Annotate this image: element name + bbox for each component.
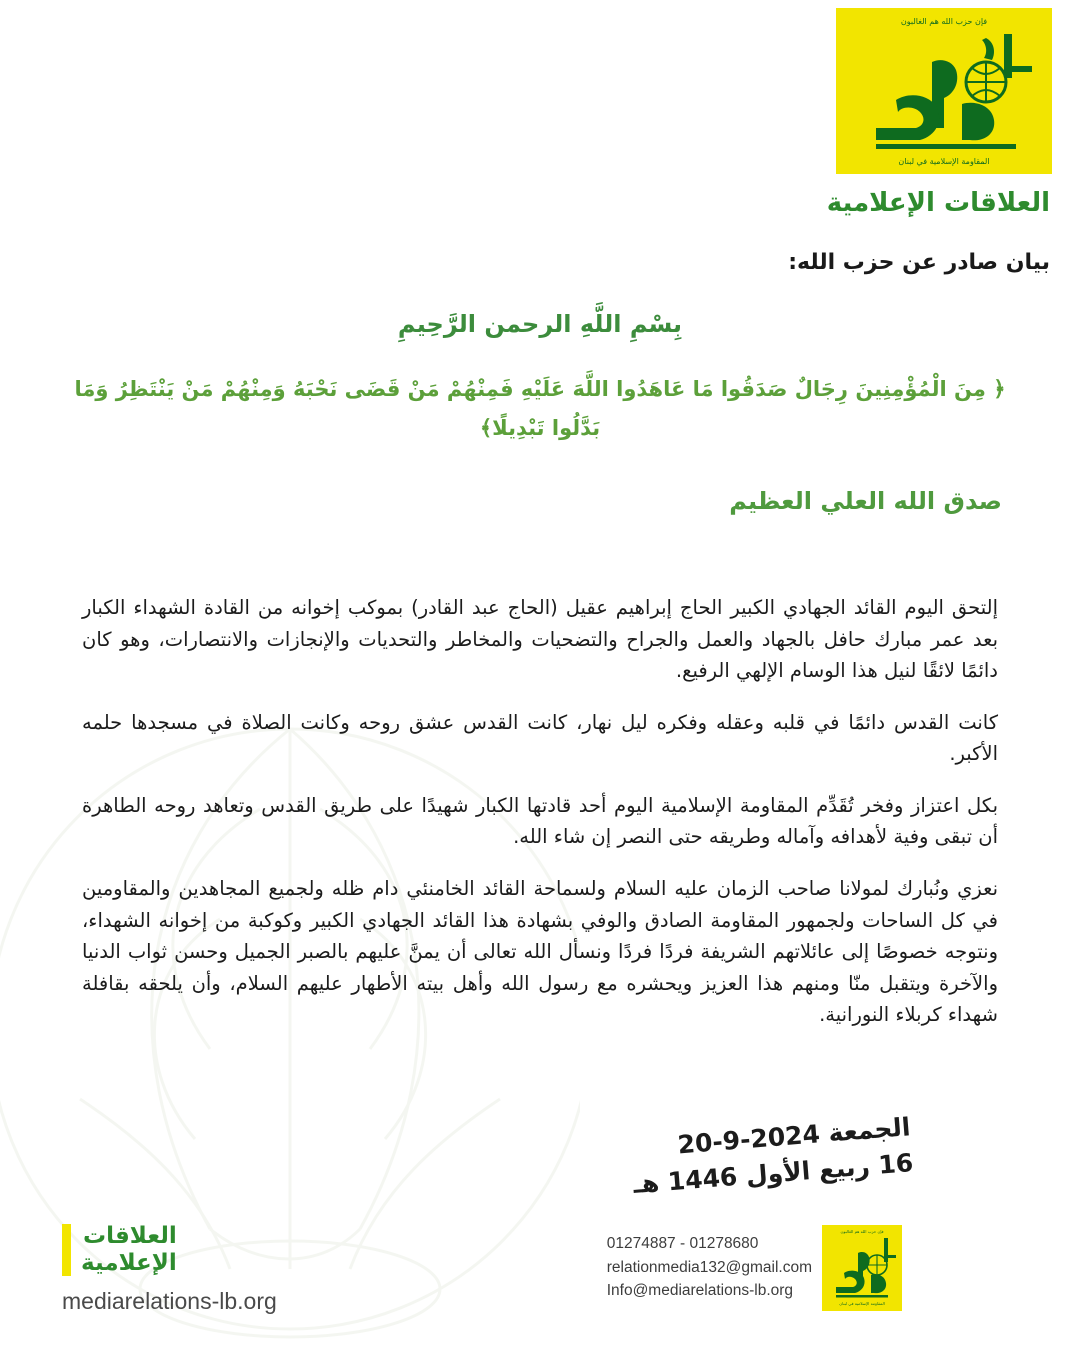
media-relations-heading: العلاقات الإعلامية	[826, 188, 1050, 218]
footer-logo	[822, 1225, 902, 1311]
basmala-line: بِسْمِ اللَّهِ الرحمن الرَّحِيمِ	[397, 310, 683, 338]
footer-contact	[607, 1232, 812, 1303]
brand-accent-bar-icon	[62, 1224, 71, 1276]
sadaqa-line: صدق الله العلي العظيم	[729, 487, 1002, 515]
footer-phones: 01274887 - 01278680	[606, 1235, 759, 1253]
footer-email-gmail[interactable]: relationmedia132@gmail.com	[606, 1258, 812, 1276]
footer-brand	[62, 1223, 177, 1277]
paragraph: إلتحق اليوم القائد الجهادي الكبير الحاج إبراهيم عقيل (الحاج عبد القادر) بموكب إخوانه من القادة الشهداء الكبار بعد عمر مبارك حافل بالجهاد والعمل والجراح والتضحيات والمخاطر والتحديات والإنجازات والانتصارات، وهو كان دائمًا لائقًا لنيل هذا الوسام الإلهي الرفيع.	[82, 596, 998, 683]
svg-text:فإن حزب الله هم الغالبون: فإن حزب الله هم الغالبون	[900, 17, 988, 26]
footer-brand-line-2: الإعلامية	[81, 1249, 177, 1276]
footer-email-info[interactable]: Info@mediarelations-lb.org	[606, 1282, 794, 1300]
svg-text:المقاومة الإسلامية في لبنان: المقاومة الإسلامية في لبنان	[839, 1301, 885, 1306]
paragraph: بكل اعتزاز وفخر تُقَدِّم المقاومة الإسلامية اليوم أحد قادتها الكبار شهيدًا على طريق القدس وتعاهد روحه الطاهرة أن تبقى وفية لأهدافه وآماله وطريقه حتى النصر إن شاء الله.	[82, 793, 998, 849]
footer-brand-text	[81, 1223, 177, 1277]
quran-verse: ﴿ مِنَ الْمُؤْمِنِينَ رِجَالٌ صَدَقُوا مَا عَاهَدُوا اللَّهَ عَلَيْهِ فَمِنْهُمْ مَنْ قَضَى نَحْبَهُ وَمِنْهُمْ مَنْ يَنْتَظِرُ وَمَا بَدَّلُوا تَبْدِيلًا﴾	[74, 377, 1006, 440]
header-logo	[836, 8, 1052, 174]
svg-text:المقاومة الإسلامية في لبنان: المقاومة الإسلامية في لبنان	[898, 157, 990, 166]
paragraph: كانت القدس دائمًا في قلبه وعقله وفكره ليل نهار، كانت القدس عشق روحه وكانت الصلاة في مسجدها حلمه الأكبر.	[82, 710, 998, 766]
paragraph: نعزي ونُبارك لمولانا صاحب الزمان عليه السلام ولسماحة القائد الخامنئي دام ظله ولجميع المجاهدين والمقاومين في كل الساحات ولجمهور المقاومة الصادق والوفي بشهادة هذا القائد الجهادي الكبير وكوكبة من إخوانه الشهداء، ونتوجه خصوصًا إلى عائلاتهم الشريفة فردًا فردًا ونسأل الله تعالى أن يمنَّ عليهم بالصبر الجميل وحسن ثواب الدنيا والآخرة ويتقبل منّا ومنهم هذا العزيز ويحشره مع رسول الله وأهل بيته الأطهار عليهم السلام، وأن يلحقه بقافلة شهداء كربلاء النورانية.	[82, 877, 998, 1027]
footer-website[interactable]: mediarelations-lb.org	[62, 1288, 277, 1314]
statement-date	[630, 1109, 915, 1203]
date-gregorian: الجمعة 2024-9-20	[676, 1111, 912, 1159]
footer-brand-line-1: العلاقات	[82, 1222, 177, 1249]
date-hijri: 16 ربيع الأول 1446 هـ	[632, 1147, 915, 1199]
statement-body	[82, 592, 998, 1051]
issued-by-line: بيان صادر عن حزب الله:	[788, 250, 1050, 275]
svg-text:فإن حزب الله هم الغالبون: فإن حزب الله هم الغالبون	[840, 1229, 884, 1234]
